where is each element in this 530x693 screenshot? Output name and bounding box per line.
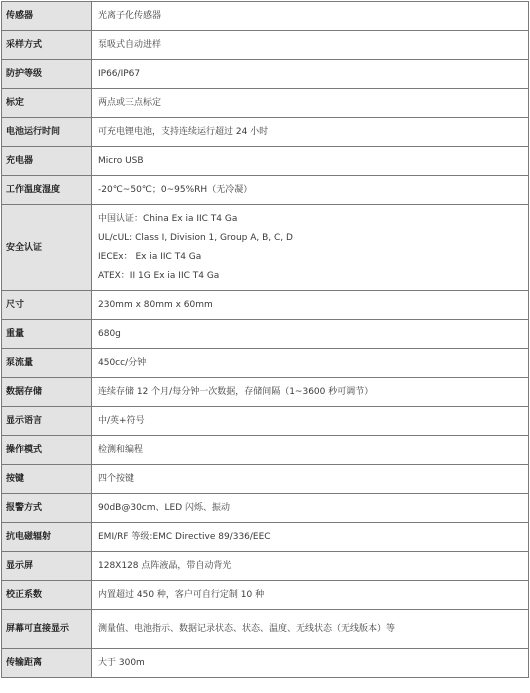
- spec-row-keys: [2, 465, 529, 494]
- row-value: 测量值、电池指示、数据记录状态、状态、温度、无线状态（无线版本）等: [92, 610, 529, 649]
- row-label: 显示语言: [2, 407, 92, 436]
- spec-row-dimensions: [2, 291, 529, 320]
- cert-line-atex: ATEX：II 1G Ex ia IIC T4 Ga: [98, 270, 220, 281]
- row-label: 重量: [2, 320, 92, 349]
- spec-row-operation-mode: [2, 436, 529, 465]
- row-label: 显示屏: [2, 552, 92, 581]
- row-value: EMI/RF 等级:EMC Directive 89/336/EEC: [92, 523, 529, 552]
- row-label: 抗电磁辐射: [2, 523, 92, 552]
- row-value: 光离子化传感器: [92, 2, 529, 31]
- spec-row-transmission-range: [2, 649, 529, 678]
- row-value: 连续存储 12 个月/每分钟一次数据，存储间隔（1~3600 秒可调节）: [92, 378, 529, 407]
- row-label: 防护等级: [2, 60, 92, 89]
- spec-row-safety-cert: [2, 205, 529, 291]
- row-value: 680g: [92, 320, 529, 349]
- row-value: Micro USB: [92, 147, 529, 176]
- row-value: 检测和编程: [92, 436, 529, 465]
- row-label: 标定: [2, 89, 92, 118]
- row-label: 泵流量: [2, 349, 92, 378]
- row-label: 屏幕可直接显示: [2, 610, 92, 649]
- spec-row-sensor: [2, 2, 529, 31]
- row-value: IP66/IP67: [92, 60, 529, 89]
- spec-row-display-screen: [2, 552, 529, 581]
- row-label: 采样方式: [2, 31, 92, 60]
- row-value: 128X128 点阵液晶，带自动背光: [92, 552, 529, 581]
- row-label: 电池运行时间: [2, 118, 92, 147]
- spec-row-charger: [2, 147, 529, 176]
- row-label: 报警方式: [2, 494, 92, 523]
- cert-line-china: 中国认证：China Ex ia IIC T4 Ga: [98, 213, 238, 224]
- row-value: 230mm x 80mm x 60mm: [92, 291, 529, 320]
- row-value: 泵吸式自动进样: [92, 31, 529, 60]
- spec-row-weight: [2, 320, 529, 349]
- row-label: 数据存储: [2, 378, 92, 407]
- row-value-multiline: [92, 205, 529, 291]
- row-label: 安全认证: [2, 205, 92, 291]
- spec-row-screen-display: [2, 610, 529, 649]
- row-label: 按键: [2, 465, 92, 494]
- cert-line-iecex: IECEx： Ex ia IIC T4 Ga: [98, 251, 202, 262]
- row-value: 两点或三点标定: [92, 89, 529, 118]
- row-label: 工作温度湿度: [2, 176, 92, 205]
- row-value: 内置超过 450 种，客户可自行定制 10 种: [92, 581, 529, 610]
- row-label: 充电器: [2, 147, 92, 176]
- spec-row-alarm: [2, 494, 529, 523]
- spec-table: [1, 1, 529, 678]
- row-label: 操作模式: [2, 436, 92, 465]
- row-value: 中/英+符号: [92, 407, 529, 436]
- row-value: -20℃~50℃；0~95%RH（无冷凝）: [92, 176, 529, 205]
- spec-row-correction-factor: [2, 581, 529, 610]
- spec-row-protection: [2, 60, 529, 89]
- row-label: 尺寸: [2, 291, 92, 320]
- cert-line-ul: UL/cUL: Class I, Division 1, Group A, B, C, D: [98, 232, 293, 243]
- spec-row-temperature-humidity: [2, 176, 529, 205]
- row-value: 90dB@30cm、LED 闪烁、振动: [92, 494, 529, 523]
- spec-row-sampling: [2, 31, 529, 60]
- spec-row-pump-flow: [2, 349, 529, 378]
- row-value: 可充电锂电池，支持连续运行超过 24 小时: [92, 118, 529, 147]
- row-value: 450cc/分钟: [92, 349, 529, 378]
- row-value: 大于 300m: [92, 649, 529, 678]
- row-value: 四个按键: [92, 465, 529, 494]
- spec-row-emi: [2, 523, 529, 552]
- row-label: 传输距离: [2, 649, 92, 678]
- row-label: 传感器: [2, 2, 92, 31]
- spec-row-calibration: [2, 89, 529, 118]
- spec-row-display-language: [2, 407, 529, 436]
- row-label: 校正系数: [2, 581, 92, 610]
- spec-row-battery: [2, 118, 529, 147]
- spec-row-data-storage: [2, 378, 529, 407]
